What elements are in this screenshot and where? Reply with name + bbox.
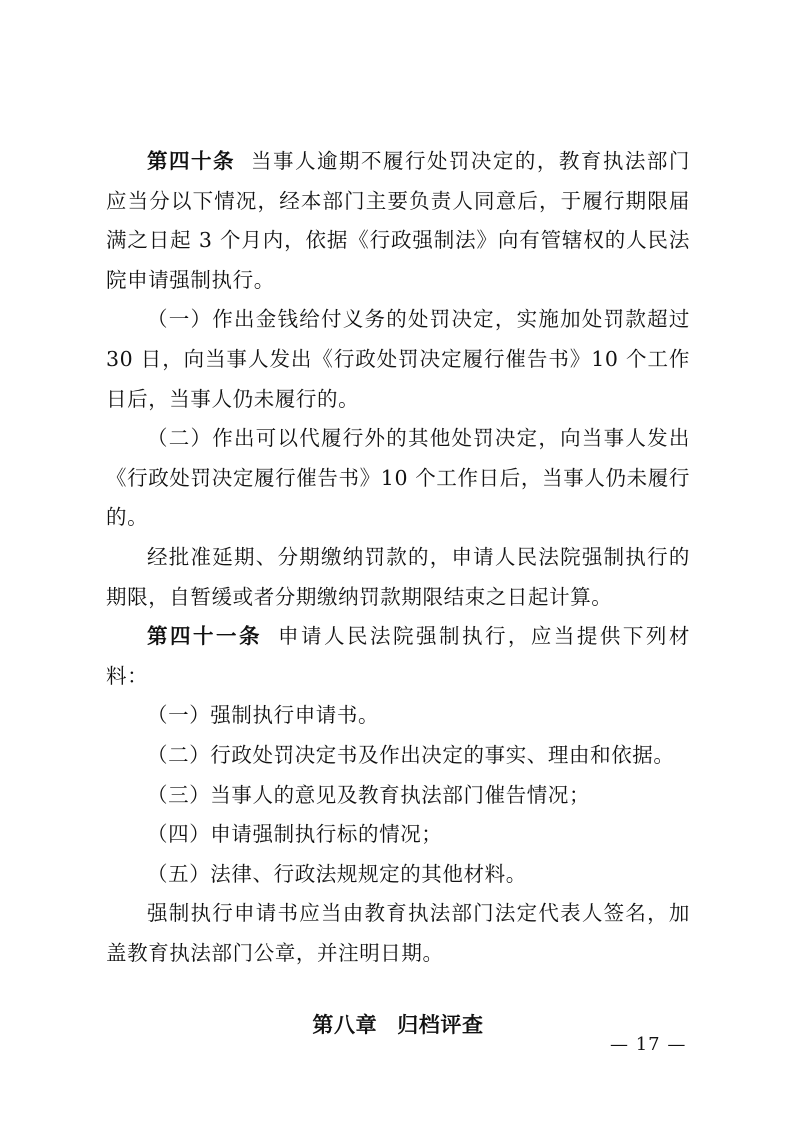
article-40-note: 经批准延期、分期缴纳罚款的，申请人民法院强制执行的期限，自暂缓或者分期缴纳罚款期限结束之日起计算。 — [106, 544, 690, 609]
article-40-item-1: （一）作出金钱给付义务的处罚决定，实施加处罚款超过 30 日，向当事人发出《行政处罚决定履行催告书》10 个工作日后，当事人仍未履行的。 — [106, 307, 690, 411]
article-40-heading: 第四十条 — [147, 149, 235, 173]
article-41-item-2: （二）行政处罚决定书及作出决定的事实、理由和依据。 — [147, 742, 675, 767]
article-41-note: 强制执行申请书应当由教育执法部门法定代表人签名，加盖教育执法部门公章，并注明日期。 — [106, 901, 690, 965]
article-41-heading: 第四十一条 — [147, 624, 262, 649]
article-40-item-2: （二）作出可以代履行外的其他处罚决定，向当事人发出《行政处罚决定履行催告书》10 个工作日后，当事人仍未履行的。 — [106, 426, 690, 530]
article-41-body: 申请人民法院强制执行，应当提供下列材料： — [106, 624, 690, 688]
document-page — [106, 142, 690, 1045]
article-41-item-3: （三）当事人的意见及教育执法部门催告情况； — [147, 782, 591, 807]
article-41-item-1: （一）强制执行申请书。 — [147, 703, 380, 728]
chapter-heading — [106, 1005, 690, 1045]
chapter-title: 归档评查 — [397, 1013, 484, 1038]
article-41-item-5: （五）法律、行政法规规定的其他材料。 — [147, 861, 527, 886]
article-40-body: 当事人逾期不履行处罚决定的，教育执法部门应当分以下情况，经本部门主要负责人同意后，于履行期限届满之日起 3 个月内，依据《行政强制法》向有管辖权的人民法院申请强制执行。 — [106, 149, 690, 292]
chapter-number: 第八章 — [312, 1013, 378, 1038]
article-41-item-4: （四）申请强制执行标的情况； — [147, 822, 443, 847]
page-number: — 17 — — [610, 1034, 687, 1055]
article-41-paragraph — [106, 617, 690, 696]
article-40-paragraph — [106, 142, 690, 300]
